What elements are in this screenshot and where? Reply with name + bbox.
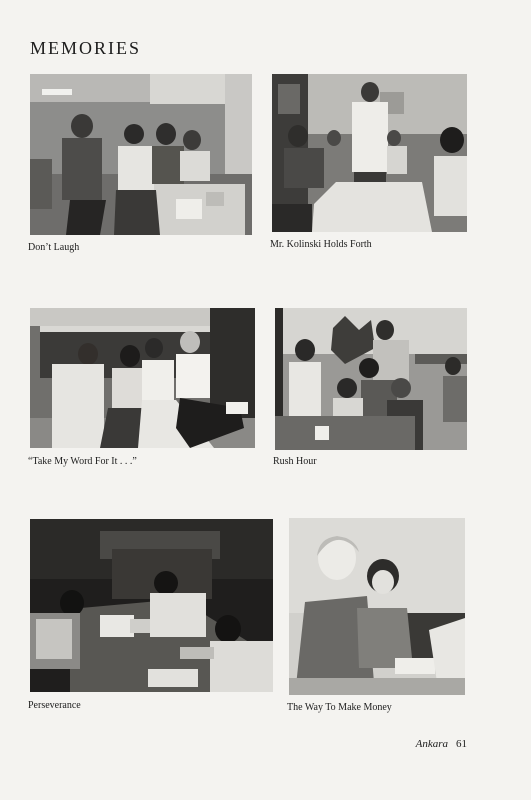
photo-way-to-make-money [289, 518, 465, 695]
page-number: 61 [456, 738, 467, 750]
caption-take-my-word: “Take My Word For It . . .” [28, 456, 137, 467]
publication-name: Ankara [415, 738, 448, 750]
page-title: MEMORIES [30, 38, 142, 58]
caption-mr-kolinski: Mr. Kolinski Holds Forth [270, 239, 372, 250]
caption-perseverance: Perseverance [28, 700, 81, 711]
caption-rush-hour: Rush Hour [273, 456, 317, 467]
photo-dont-laugh [30, 74, 252, 235]
page-footer [416, 738, 467, 750]
photo-mr-kolinski [272, 74, 467, 232]
photo-rush-hour [275, 308, 467, 450]
caption-way-to-make-money: The Way To Make Money [287, 702, 392, 713]
photo-perseverance [30, 519, 273, 692]
caption-dont-laugh: Don’t Laugh [28, 242, 80, 253]
photo-take-my-word [30, 308, 255, 448]
